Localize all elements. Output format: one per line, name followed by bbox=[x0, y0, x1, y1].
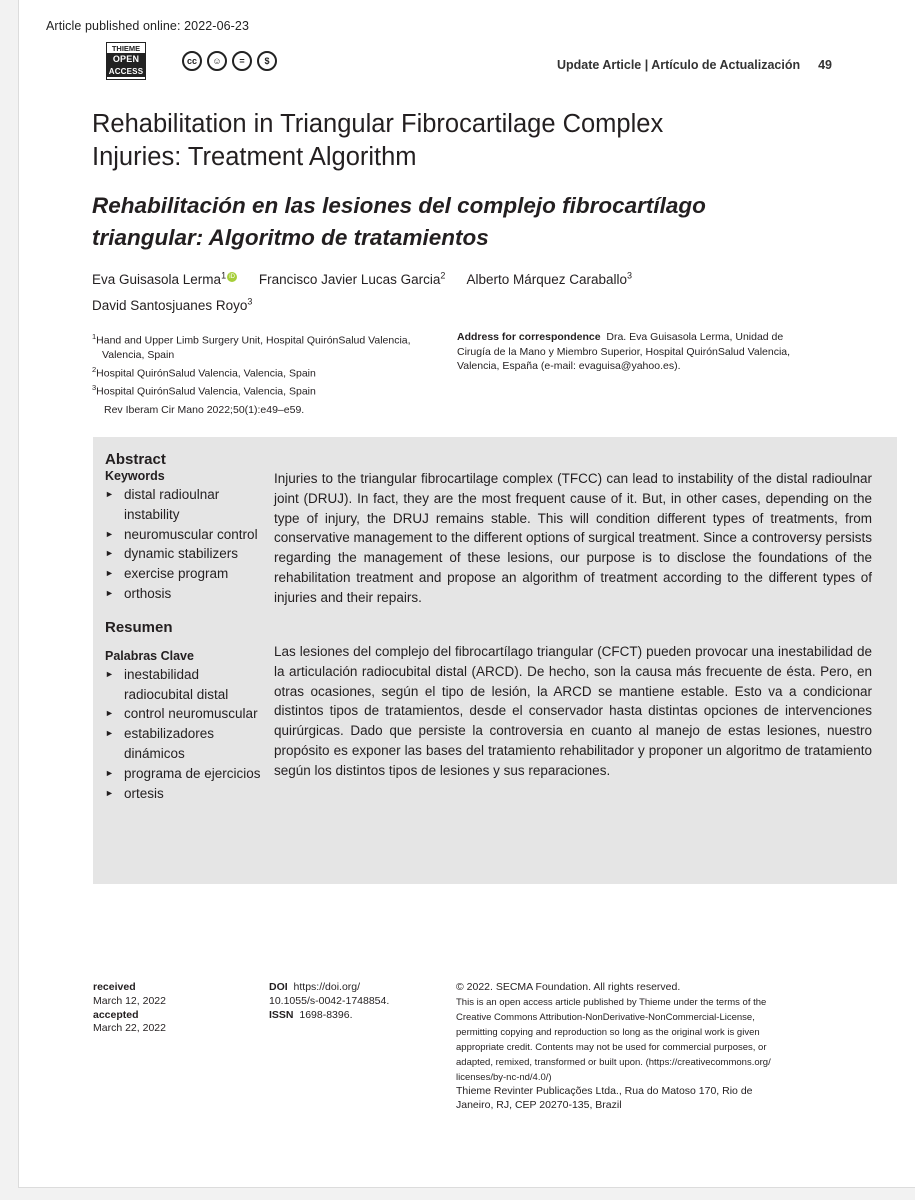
attribution-icon: ☺ bbox=[207, 51, 227, 71]
author: Alberto Márquez Caraballo$^3$ bbox=[466, 270, 633, 287]
logo-line-1: THIEME bbox=[111, 44, 141, 53]
author: Eva Guisasola Lerma$^1$ iD bbox=[92, 272, 237, 287]
keyword-item: ► programa de ejercicios bbox=[105, 764, 265, 784]
thieme-open-access-logo bbox=[106, 42, 146, 80]
creative-commons-badges bbox=[182, 51, 277, 71]
doi-link[interactable]: https://doi.org/ bbox=[293, 981, 361, 993]
dates-block bbox=[93, 981, 166, 1036]
keyword-item: ► inestabilidad radiocubital distal bbox=[105, 665, 265, 705]
doi-link[interactable]: 10.1055/s-0042-1748854. bbox=[269, 994, 390, 1007]
article-title: Rehabilitation in Triangular Fibrocartilage Complex Injuries: Treatment Algorithm bbox=[92, 110, 664, 171]
keyword-item: ► neuromuscular control bbox=[105, 525, 265, 545]
keyword-item: ► ortesis bbox=[105, 784, 265, 804]
license-text: This is an open access article published by Thieme under the terms of the Creative Commons Attribution-NonDerivative-NonCommercial-License, permitting copying and reproduction so long as the original work is given appropriate credit. Contents may not be used for commercial purposes, or adapted, remixed, transformed or built upon. (https://creativecommons.org/ licenses/by-nc-nd/4.0/) bbox=[456, 996, 771, 1083]
resumen-heading: Resumen bbox=[105, 618, 173, 636]
page-number: 49 bbox=[818, 58, 832, 72]
affiliations bbox=[92, 330, 447, 399]
publisher-address: Thieme Revinter Publicações Ltda., Rua do Matoso 170, Rio de Janeiro, RJ, CEP 20270-135, Brazil bbox=[456, 1084, 753, 1111]
correspondence-address bbox=[457, 330, 807, 374]
journal-citation: Rev Iberam Cir Mano 2022;50(1):e49–e59. bbox=[104, 404, 305, 416]
logo-line-2: OPEN bbox=[107, 53, 145, 66]
issn-value: 1698-8396. bbox=[299, 1008, 353, 1021]
logo-line-3: ACCESS bbox=[108, 67, 144, 76]
abstract-box bbox=[93, 437, 897, 884]
author: David Santosjuanes Royo$^3$ bbox=[92, 296, 253, 313]
correspondence-text: Dra. Eva Guisasola Lerma, Unidad de Cirugía de la Mano y Miembro Superior, Hospital QuirónSalud Valencia, Valencia, España (e-mail: evaguisa@yahoo.es). bbox=[457, 331, 791, 372]
keywords-list bbox=[105, 485, 265, 604]
published-online-stamp: Article published online: 2022-06-23 bbox=[46, 19, 250, 33]
running-header bbox=[557, 58, 832, 72]
affiliation: $^3$Hospital QuirónSalud Valencia, Valencia, Spain bbox=[92, 382, 316, 397]
doi-block bbox=[269, 981, 389, 1022]
non-commercial-icon: $ bbox=[257, 51, 277, 71]
palabras-clave-list bbox=[105, 665, 265, 804]
author: Francisco Javier Lucas Garcia$^2$ bbox=[258, 270, 446, 287]
article-subtitle-spanish: Rehabilitación en las lesiones del complejo fibrocartílago triangular: Algoritmo de tratamientos bbox=[92, 193, 706, 250]
orcid-icon[interactable]: iD bbox=[227, 272, 237, 282]
keyword-item: ► exercise program bbox=[105, 564, 265, 584]
received-date: March 12, 2022 bbox=[93, 994, 166, 1007]
abstract-text: Injuries to the triangular fibrocartilage complex (TFCC) can lead to instability of the distal radioulnar joint (DRUJ). In fact, they are the most frequent cause of it. But, in other cases, depending on the type of injury, the DRUJ remains stable. This will condition different types of treatments, from conservative management to the different options of surgical treatment. Since a controversy persists regarding the management of these lesions, our purpose is to disclose the foundations of the rehabilitation treatment and propose an algorithm of treatment according to the different types of injuries and their repairs. bbox=[274, 471, 872, 605]
author-list bbox=[92, 264, 792, 317]
received-label: received bbox=[93, 981, 136, 993]
doi-label: DOI bbox=[269, 981, 288, 993]
keyword-item: ► orthosis bbox=[105, 584, 265, 604]
affiliation: $^1$Hand and Upper Limb Surgery Unit, Hospital QuirónSalud Valencia, Valencia, Spain bbox=[92, 332, 411, 361]
license-block bbox=[456, 981, 816, 1112]
copyright-line: © 2022. SECMA Foundation. All rights reserved. bbox=[456, 981, 681, 993]
no-derivatives-icon: = bbox=[232, 51, 252, 71]
accepted-label: accepted bbox=[93, 1008, 139, 1021]
palabras-clave-label: Palabras Clave bbox=[105, 648, 194, 663]
cc-icon: cc bbox=[182, 51, 202, 71]
keyword-item: ► distal radioulnar instability bbox=[105, 485, 265, 525]
keywords-label: Keywords bbox=[105, 469, 165, 483]
affiliation: $^2$Hospital QuirónSalud Valencia, Valencia, Spain bbox=[92, 364, 316, 379]
accepted-date: March 22, 2022 bbox=[93, 1022, 166, 1035]
keyword-item: ► control neuromuscular bbox=[105, 704, 265, 724]
correspondence-label: Address for correspondence bbox=[457, 331, 601, 343]
issn-label: ISSN bbox=[269, 1008, 294, 1021]
section-label: Update Article | Artículo de Actualización bbox=[556, 58, 801, 72]
keywords-column bbox=[105, 451, 265, 803]
keyword-item: ► estabilizadores dinámicos bbox=[105, 724, 265, 764]
abstract-heading: Abstract bbox=[105, 451, 166, 468]
keyword-item: ► dynamic stabilizers bbox=[105, 544, 265, 564]
resumen-text: Las lesiones del complejo del fibrocartílago triangular (CFCT) pueden provocar una inestabilidad de la articulación radiocubital distal (ARCD). De hecho, son la causa más frecuente de ésta. Pero, en otras ocasiones, según el tipo de lesión, la ARCD se mantiene estable. Esto va a condicionar distintos tipos de tratamientos, desde el conservador hasta distintas opciones de intervenciones quirúrgicas. Dado que persiste la controversia en cuanto al manejo de estas lesiones, nuestro propósito es exponer las bases del tratamiento rehabilitador y proponer un algoritmo de tratamiento según los distintos tipos de lesiones y sus reparaciones. bbox=[274, 644, 872, 778]
